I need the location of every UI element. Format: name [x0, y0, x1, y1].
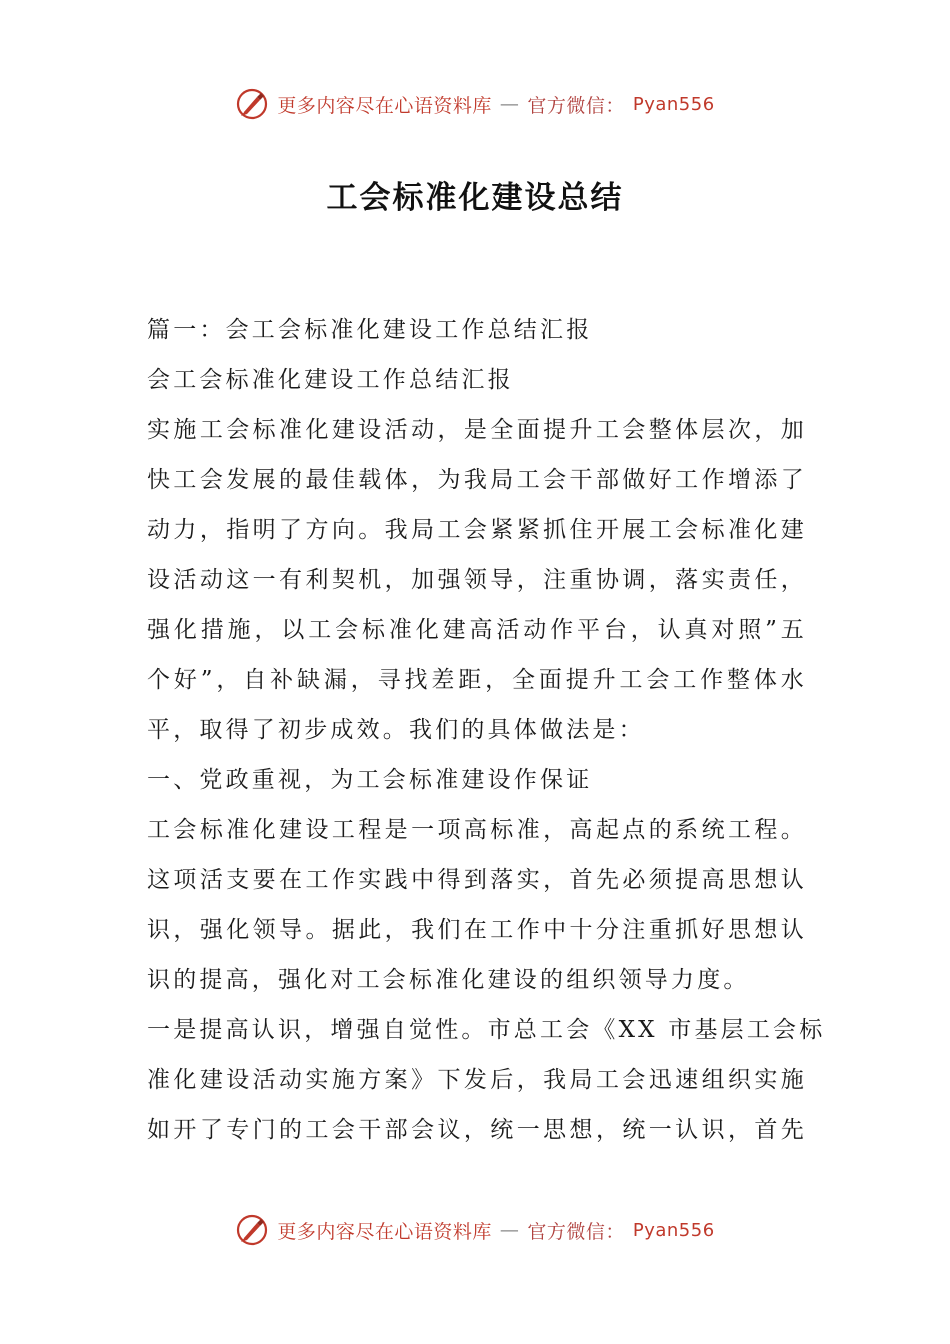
- body-line: 快工会发展的最佳载体，为我局工会干部做好工作增添了: [147, 467, 807, 493]
- section-heading: 一、党政重视，为工会标准建设作保证: [147, 767, 593, 793]
- body-line: 实施工会标准化建设活动，是全面提升工会整体层次，加: [147, 417, 807, 443]
- watermark-text: 更多内容尽在心语资料库: [277, 94, 492, 117]
- watermark-wechat-id: Pyan556: [632, 1219, 715, 1241]
- body-line: 准化建设活动实施方案》下发后，我局工会迅速组织实施: [147, 1067, 807, 1093]
- body-line: 识，强化领导。据此，我们在工作中十分注重抓好思想认: [147, 917, 807, 943]
- watermark-dash: —: [499, 1219, 520, 1241]
- watermark-text: 更多内容尽在心语资料库: [277, 1220, 492, 1243]
- body-line: 个好”，自补缺漏，寻找差距，全面提升工会工作整体水: [147, 667, 807, 693]
- watermark-wechat-id: Pyan556: [632, 93, 715, 115]
- pen-circle-icon: [235, 87, 269, 121]
- body-line: 一是提高认识，增强自觉性。市总工会《XX 市基层工会标: [147, 1017, 826, 1043]
- body-line: 如开了专门的工会干部会议，统一思想，统一认识，首先: [147, 1117, 807, 1143]
- footer-watermark: [0, 1208, 950, 1252]
- body-line: 工会标准化建设工程是一项高标准，高起点的系统工程。: [147, 817, 807, 843]
- header-watermark: [0, 82, 950, 126]
- document-title: 工会标准化建设总结: [326, 180, 624, 216]
- subheading: 会工会标准化建设工作总结汇报: [147, 367, 514, 393]
- body-line: 这项活支要在工作实践中得到落实，首先必须提高思想认: [147, 867, 807, 893]
- body-line: 设活动这一有利契机，加强领导，注重协调，落实责任，: [147, 567, 807, 593]
- watermark-dash: —: [499, 93, 520, 115]
- body-line: 识的提高，强化对工会标准化建设的组织领导力度。: [147, 967, 750, 993]
- body-line: 动力，指明了方向。我局工会紧紧抓住开展工会标准化建: [147, 517, 807, 543]
- document-body: [147, 305, 826, 1155]
- body-line: 强化措施，以工会标准化建高活动作平台，认真对照”五: [147, 617, 807, 643]
- section-heading: 篇一：会工会标准化建设工作总结汇报: [147, 317, 593, 343]
- body-line: 平，取得了初步成效。我们的具体做法是：: [147, 717, 645, 743]
- watermark-label: 官方微信：: [527, 94, 625, 117]
- watermark-label: 官方微信：: [527, 1220, 625, 1243]
- pen-circle-icon: [235, 1213, 269, 1247]
